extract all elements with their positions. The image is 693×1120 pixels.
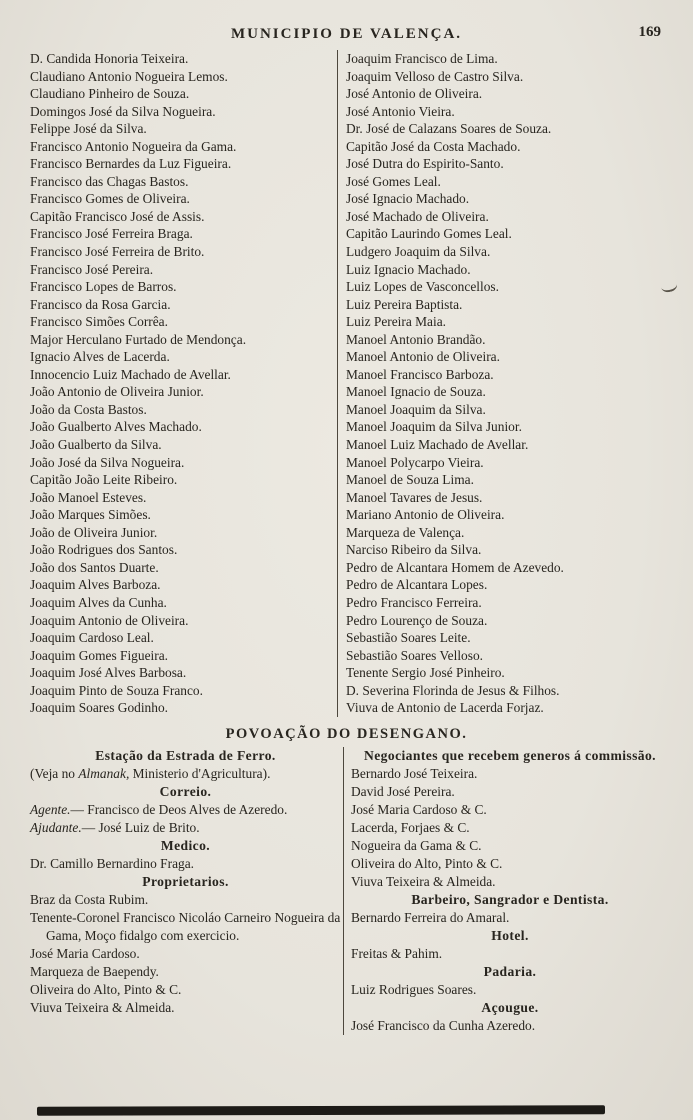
subsection-heading: Açougue. xyxy=(481,999,539,1015)
list-entry: Bernardo Ferreira do Amaral. xyxy=(351,909,510,925)
povoacao-column-left xyxy=(30,747,343,1035)
directory-entry: João Rodrigues dos Santos. xyxy=(30,542,178,558)
list-entry: Viuva Teixeira & Almeida. xyxy=(351,873,496,889)
directory-entry: Pedro Lourenço de Souza. xyxy=(346,612,488,628)
directory-entry: João Marques Simões. xyxy=(30,507,151,523)
note-line: (Veja no Almanak, Ministerio d'Agricultura). xyxy=(30,765,271,781)
directory-entry: Ignacio Alves de Lacerda. xyxy=(30,349,170,365)
directory-entry: Francisco Gomes de Oliveira. xyxy=(30,191,190,207)
subsection-heading: Padaria. xyxy=(483,963,537,979)
directory-entry: Claudiano Antonio Nogueira Lemos. xyxy=(30,68,228,84)
directory-entry: Luiz Pereira Maia. xyxy=(346,314,447,330)
list-entry: Luiz Rodrigues Soares. xyxy=(351,981,477,997)
subsection-heading: Negociantes que recebem generos á commissão. xyxy=(364,747,656,763)
directory-entry: Manoel Luiz Machado de Avellar. xyxy=(346,437,529,453)
directory-entry: João José da Silva Nogueira. xyxy=(30,454,185,470)
directory-entry: Joaquim Antonio de Oliveira. xyxy=(30,612,189,628)
directory-column-right xyxy=(337,50,669,717)
directory-entry: Joaquim Cardoso Leal. xyxy=(30,630,154,646)
list-entry: Tenente-Coronel Francisco Nicoláo Carneiro Nogueira da Gama, Moço fidalgo com exercicio. xyxy=(30,909,341,943)
list-entry: Viuva Teixeira & Almeida. xyxy=(30,999,175,1015)
list-entry: David José Pereira. xyxy=(351,783,455,799)
directory-entry: Capitão Laurindo Gomes Leal. xyxy=(346,226,512,242)
scan-artifact-bar xyxy=(37,1105,605,1115)
directory-entry: Manoel Joaquim da Silva. xyxy=(346,401,486,417)
povoacao-section xyxy=(30,747,669,1035)
directory-entry: Pedro de Alcantara Lopes. xyxy=(346,577,488,593)
section-title: POVOAÇÃO DO DESENGANO. xyxy=(225,725,468,742)
directory-entry: Tenente Sergio José Pinheiro. xyxy=(346,665,505,681)
list-entry: Bernardo José Teixeira. xyxy=(351,765,478,781)
directory-entry: Francisco Antonio Nogueira da Gama. xyxy=(30,138,237,154)
directory-entry: João Manoel Esteves. xyxy=(30,489,147,505)
directory-entry: João Gualberto da Silva. xyxy=(30,437,162,453)
directory-entry: Francisco José Ferreira Braga. xyxy=(30,226,193,242)
directory-entry: Pedro de Alcantara Homem de Azevedo. xyxy=(346,559,564,575)
directory-entry: Major Herculano Furtado de Mendonça. xyxy=(30,331,247,347)
list-entry: Nogueira da Gama & C. xyxy=(351,837,482,853)
directory-entry: Joaquim Pinto de Souza Franco. xyxy=(30,682,203,698)
directory-entry: Innocencio Luiz Machado de Avellar. xyxy=(30,366,231,382)
list-entry: Freitas & Pahim. xyxy=(351,945,443,961)
directory-entry: José Machado de Oliveira. xyxy=(346,208,489,224)
directory-entry: Luiz Pereira Baptista. xyxy=(346,296,463,312)
directory-entry: Capitão José da Costa Machado. xyxy=(346,138,521,154)
page-header xyxy=(0,0,693,46)
directory-entry: D. Candida Honoria Teixeira. xyxy=(30,51,189,66)
directory-entry: José Dutra do Espirito-Santo. xyxy=(346,156,504,172)
directory-entry: Joaquim Alves da Cunha. xyxy=(30,594,167,610)
list-entry: Oliveira do Alto, Pinto & C. xyxy=(30,981,182,997)
directory-entry: Francisco José Ferreira de Brito. xyxy=(30,244,205,260)
directory-entry: José Gomes Leal. xyxy=(346,173,441,189)
role-entry: Agente.— Francisco de Deos Alves de Azeredo. xyxy=(30,801,288,817)
list-entry: Oliveira do Alto, Pinto & C. xyxy=(351,855,503,871)
residents-directory xyxy=(30,50,669,717)
directory-entry: Joaquim Gomes Figueira. xyxy=(30,647,168,663)
directory-entry: Narciso Ribeiro da Silva. xyxy=(346,542,482,558)
directory-entry: Francisco Simões Corrêa. xyxy=(30,314,168,330)
directory-entry: Manoel Polycarpo Vieira. xyxy=(346,454,484,470)
directory-entry: Joaquim Alves Barboza. xyxy=(30,577,161,593)
directory-entry: D. Severina Florinda de Jesus & Filhos. xyxy=(346,682,560,698)
list-entry: José Maria Cardoso & C. xyxy=(351,801,487,817)
directory-entry: Pedro Francisco Ferreira. xyxy=(346,594,482,610)
directory-entry: João dos Santos Duarte. xyxy=(30,559,159,575)
directory-entry: Claudiano Pinheiro de Souza. xyxy=(30,86,190,102)
directory-entry: Manoel Tavares de Jesus. xyxy=(346,489,483,505)
directory-entry: Capitão Francisco José de Assis. xyxy=(30,208,205,224)
directory-entry: Capitão João Leite Ribeiro. xyxy=(30,472,178,488)
subsection-heading: Proprietarios. xyxy=(142,873,229,889)
page-number: 169 xyxy=(638,24,661,40)
directory-entry: Manoel Antonio Brandão. xyxy=(346,331,486,347)
list-entry: Braz da Costa Rubim. xyxy=(30,891,149,907)
directory-entry: Manoel de Souza Lima. xyxy=(346,472,474,488)
povoacao-column-right xyxy=(343,747,669,1035)
directory-entry: João da Costa Bastos. xyxy=(30,401,147,417)
directory-entry: Ludgero Joaquim da Silva. xyxy=(346,244,491,260)
directory-entry: Dr. José de Calazans Soares de Souza. xyxy=(346,121,552,137)
directory-entry: Domingos José da Silva Nogueira. xyxy=(30,103,216,119)
directory-column-left xyxy=(30,50,337,717)
directory-entry: Mariano Antonio de Oliveira. xyxy=(346,507,505,523)
list-entry: José Maria Cardoso. xyxy=(30,945,140,961)
directory-entry: Marqueza de Valença. xyxy=(346,524,465,540)
directory-entry: Manoel Francisco Barboza. xyxy=(346,366,494,382)
directory-entry: Sebastião Soares Velloso. xyxy=(346,647,483,663)
directory-entry: Felippe José da Silva. xyxy=(30,121,147,137)
directory-entry: Sebastião Soares Leite. xyxy=(346,630,471,646)
subsection-heading: Estação da Estrada de Ferro. xyxy=(95,747,276,763)
list-entry: Dr. Camillo Bernardino Fraga. xyxy=(30,855,195,871)
directory-entry: Francisco das Chagas Bastos. xyxy=(30,173,189,189)
directory-entry: José Antonio de Oliveira. xyxy=(346,86,483,102)
list-entry: José Francisco da Cunha Azeredo. xyxy=(351,1017,536,1033)
directory-entry: Francisco Bernardes da Luz Figueira. xyxy=(30,156,232,172)
directory-entry: Manoel Ignacio de Souza. xyxy=(346,384,486,400)
directory-entry: Joaquim Soares Godinho. xyxy=(30,700,168,716)
directory-entry: João Antonio de Oliveira Junior. xyxy=(30,384,204,400)
directory-entry: João de Oliveira Junior. xyxy=(30,524,158,540)
subsection-heading: Barbeiro, Sangrador e Dentista. xyxy=(411,891,609,907)
directory-entry: Francisco Lopes de Barros. xyxy=(30,279,177,295)
subsection-heading: Correio. xyxy=(159,783,212,799)
role-entry: Ajudante.— José Luiz de Brito. xyxy=(30,819,200,835)
directory-entry: Francisco José Pereira. xyxy=(30,261,154,277)
directory-entry: Joaquim José Alves Barbosa. xyxy=(30,665,187,681)
directory-entry: Joaquim Francisco de Lima. xyxy=(346,51,498,66)
subsection-heading: Hotel. xyxy=(491,927,529,943)
directory-entry: Francisco da Rosa Garcia. xyxy=(30,296,171,312)
directory-entry: José Antonio Vieira. xyxy=(346,103,455,119)
directory-entry: José Ignacio Machado. xyxy=(346,191,470,207)
directory-entry: Luiz Ignacio Machado. xyxy=(346,261,471,277)
directory-entry: Joaquim Velloso de Castro Silva. xyxy=(346,68,524,84)
directory-entry: João Gualberto Alves Machado. xyxy=(30,419,202,435)
list-entry: Marqueza de Baependy. xyxy=(30,963,159,979)
subsection-heading: Medico. xyxy=(160,837,211,853)
directory-entry: Luiz Lopes de Vasconcellos. xyxy=(346,279,499,295)
page-title: MUNICIPIO DE VALENÇA. xyxy=(230,26,463,42)
directory-entry: Viuva de Antonio de Lacerda Forjaz. xyxy=(346,700,544,716)
directory-entry: Manoel Joaquim da Silva Junior. xyxy=(346,419,522,435)
directory-entry: Manoel Antonio de Oliveira. xyxy=(346,349,500,365)
list-entry: Lacerda, Forjaes & C. xyxy=(351,819,470,835)
